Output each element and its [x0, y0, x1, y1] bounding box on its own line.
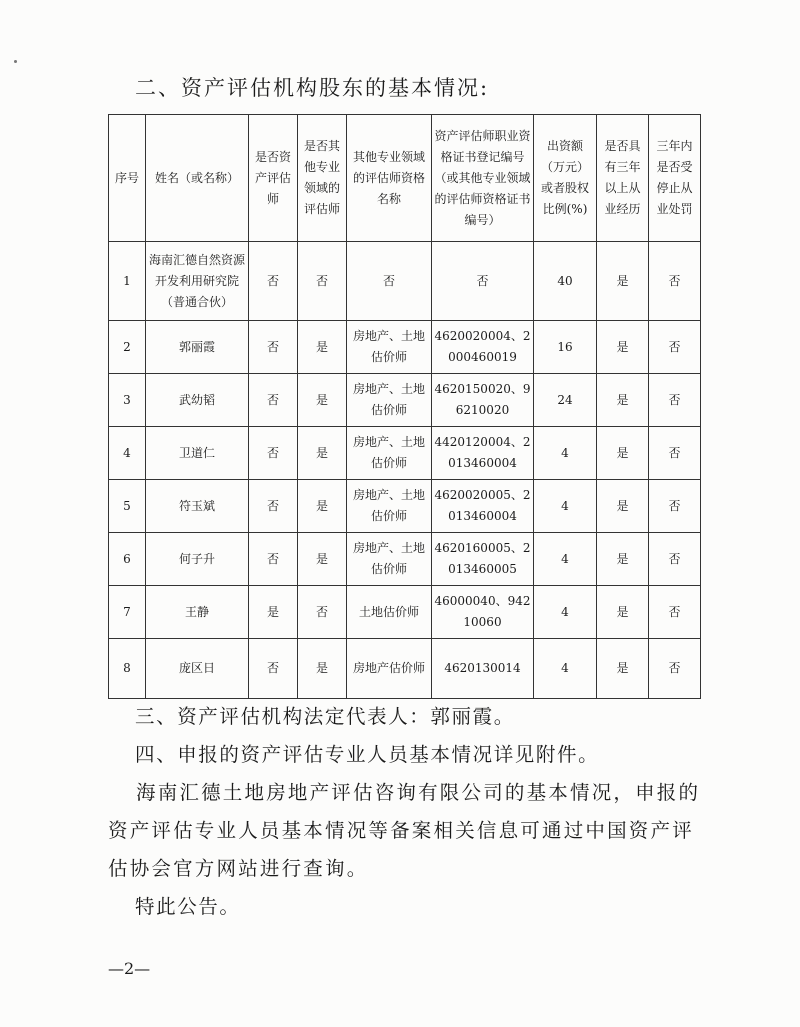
- cell-experience: 是: [597, 374, 649, 427]
- cell-is-valuer: 否: [249, 321, 298, 374]
- cell-penalty: 否: [649, 242, 701, 321]
- cell-is-other-valuer: 否: [298, 586, 347, 639]
- cell-is-other-valuer: 是: [298, 374, 347, 427]
- cell-capital: 24: [534, 374, 597, 427]
- cell-experience: 是: [597, 242, 649, 321]
- cell-capital: 4: [534, 427, 597, 480]
- header-name: 姓名（或名称）: [146, 115, 249, 242]
- cell-experience: 是: [597, 480, 649, 533]
- cell-is-valuer: 否: [249, 639, 298, 699]
- page-number: —2—: [108, 959, 151, 978]
- cell-name: 王静: [146, 586, 249, 639]
- cell-penalty: 否: [649, 321, 701, 374]
- cell-experience: 是: [597, 639, 649, 699]
- cell-other-qualification: 房地产、土地估价师: [347, 480, 432, 533]
- cell-capital: 40: [534, 242, 597, 321]
- table-row: [109, 639, 701, 699]
- cell-is-valuer: 否: [249, 374, 298, 427]
- table-row: [109, 242, 701, 321]
- cell-experience: 是: [597, 533, 649, 586]
- cell-cert-no: 4620160005、2013460005: [432, 533, 534, 586]
- cell-name: 卫道仁: [146, 427, 249, 480]
- cell-is-other-valuer: 是: [298, 321, 347, 374]
- cell-is-other-valuer: 是: [298, 480, 347, 533]
- cell-other-qualification: 房地产、土地估价师: [347, 374, 432, 427]
- cell-other-qualification: 否: [347, 242, 432, 321]
- table-row: [109, 586, 701, 639]
- cell-name: 海南汇德自然资源开发利用研究院（普通合伙）: [146, 242, 249, 321]
- cell-cert-no: 否: [432, 242, 534, 321]
- cell-cert-no: 4620020005、2013460004: [432, 480, 534, 533]
- cell-seq: 5: [109, 480, 146, 533]
- cell-capital: 4: [534, 639, 597, 699]
- cell-capital: 4: [534, 533, 597, 586]
- table-row: [109, 480, 701, 533]
- table-header-row: [109, 115, 701, 242]
- cell-penalty: 否: [649, 374, 701, 427]
- cell-capital: 4: [534, 480, 597, 533]
- section-heading-shareholders: 二、资产评估机构股东的基本情况:: [135, 76, 490, 100]
- cell-cert-no: 46000040、94210060: [432, 586, 534, 639]
- header-capital: 出资额（万元）或者股权比例(%): [534, 115, 597, 242]
- cell-cert-no: 4620130014: [432, 639, 534, 699]
- cell-is-valuer: 是: [249, 586, 298, 639]
- info-paragraph: 海南汇德土地房地产评估咨询有限公司的基本情况，申报的资产评估专业人员基本情况等备案相关信息可通过中国资产评估协会官方网站进行查询。: [108, 781, 701, 880]
- cell-experience: 是: [597, 427, 649, 480]
- cell-name: 武幼韬: [146, 374, 249, 427]
- cell-seq: 4: [109, 427, 146, 480]
- cell-capital: 16: [534, 321, 597, 374]
- cell-is-other-valuer: 否: [298, 242, 347, 321]
- cell-cert-no: 4420120004、2013460004: [432, 427, 534, 480]
- cell-experience: 是: [597, 586, 649, 639]
- cell-name: 庞区日: [146, 639, 249, 699]
- header-experience: 是否具有三年以上从业经历: [597, 115, 649, 242]
- cell-capital: 4: [534, 586, 597, 639]
- cell-seq: 1: [109, 242, 146, 321]
- cell-other-qualification: 房地产、土地估价师: [347, 533, 432, 586]
- cell-name: 何子升: [146, 533, 249, 586]
- cell-seq: 6: [109, 533, 146, 586]
- table-row: [109, 427, 701, 480]
- table-row: [109, 374, 701, 427]
- cell-penalty: 否: [649, 480, 701, 533]
- cell-is-valuer: 否: [249, 427, 298, 480]
- cell-other-qualification: 房地产、土地估价师: [347, 427, 432, 480]
- cell-cert-no: 4620150020、96210020: [432, 374, 534, 427]
- cell-other-qualification: 房地产估价师: [347, 639, 432, 699]
- cell-penalty: 否: [649, 427, 701, 480]
- cell-seq: 3: [109, 374, 146, 427]
- header-seq: 序号: [109, 115, 146, 242]
- table-row: [109, 533, 701, 586]
- header-penalty: 三年内是否受停止从业处罚: [649, 115, 701, 242]
- cell-is-other-valuer: 是: [298, 427, 347, 480]
- cell-is-other-valuer: 是: [298, 533, 347, 586]
- cell-seq: 2: [109, 321, 146, 374]
- header-other-qualification: 其他专业领域的评估师资格名称: [347, 115, 432, 242]
- cell-name: 符玉斌: [146, 480, 249, 533]
- cell-name: 郭丽霞: [146, 321, 249, 374]
- header-is-valuer: 是否资产评估师: [249, 115, 298, 242]
- legal-representative-paragraph: 三、资产评估机构法定代表人：郭丽霞。: [135, 705, 515, 728]
- cell-penalty: 否: [649, 533, 701, 586]
- cell-is-valuer: 否: [249, 242, 298, 321]
- attachment-paragraph: 四、申报的资产评估专业人员基本情况详见附件。: [135, 743, 600, 766]
- cell-penalty: 否: [649, 586, 701, 639]
- cell-seq: 7: [109, 586, 146, 639]
- header-cert-no: 资产评估师职业资格证书登记编号（或其他专业领域的评估师资格证书编号）: [432, 115, 534, 242]
- cell-penalty: 否: [649, 639, 701, 699]
- cell-is-valuer: 否: [249, 533, 298, 586]
- cell-other-qualification: 土地估价师: [347, 586, 432, 639]
- cell-is-other-valuer: 是: [298, 639, 347, 699]
- closing-text: 特此公告。: [135, 895, 241, 918]
- table-row: [109, 321, 701, 374]
- cell-is-valuer: 否: [249, 480, 298, 533]
- shareholders-table: [108, 114, 701, 699]
- header-is-other-valuer: 是否其他专业领域的评估师: [298, 115, 347, 242]
- cell-experience: 是: [597, 321, 649, 374]
- cell-seq: 8: [109, 639, 146, 699]
- cell-cert-no: 4620020004、2000460019: [432, 321, 534, 374]
- margin-dot: [14, 60, 17, 63]
- cell-other-qualification: 房地产、土地估价师: [347, 321, 432, 374]
